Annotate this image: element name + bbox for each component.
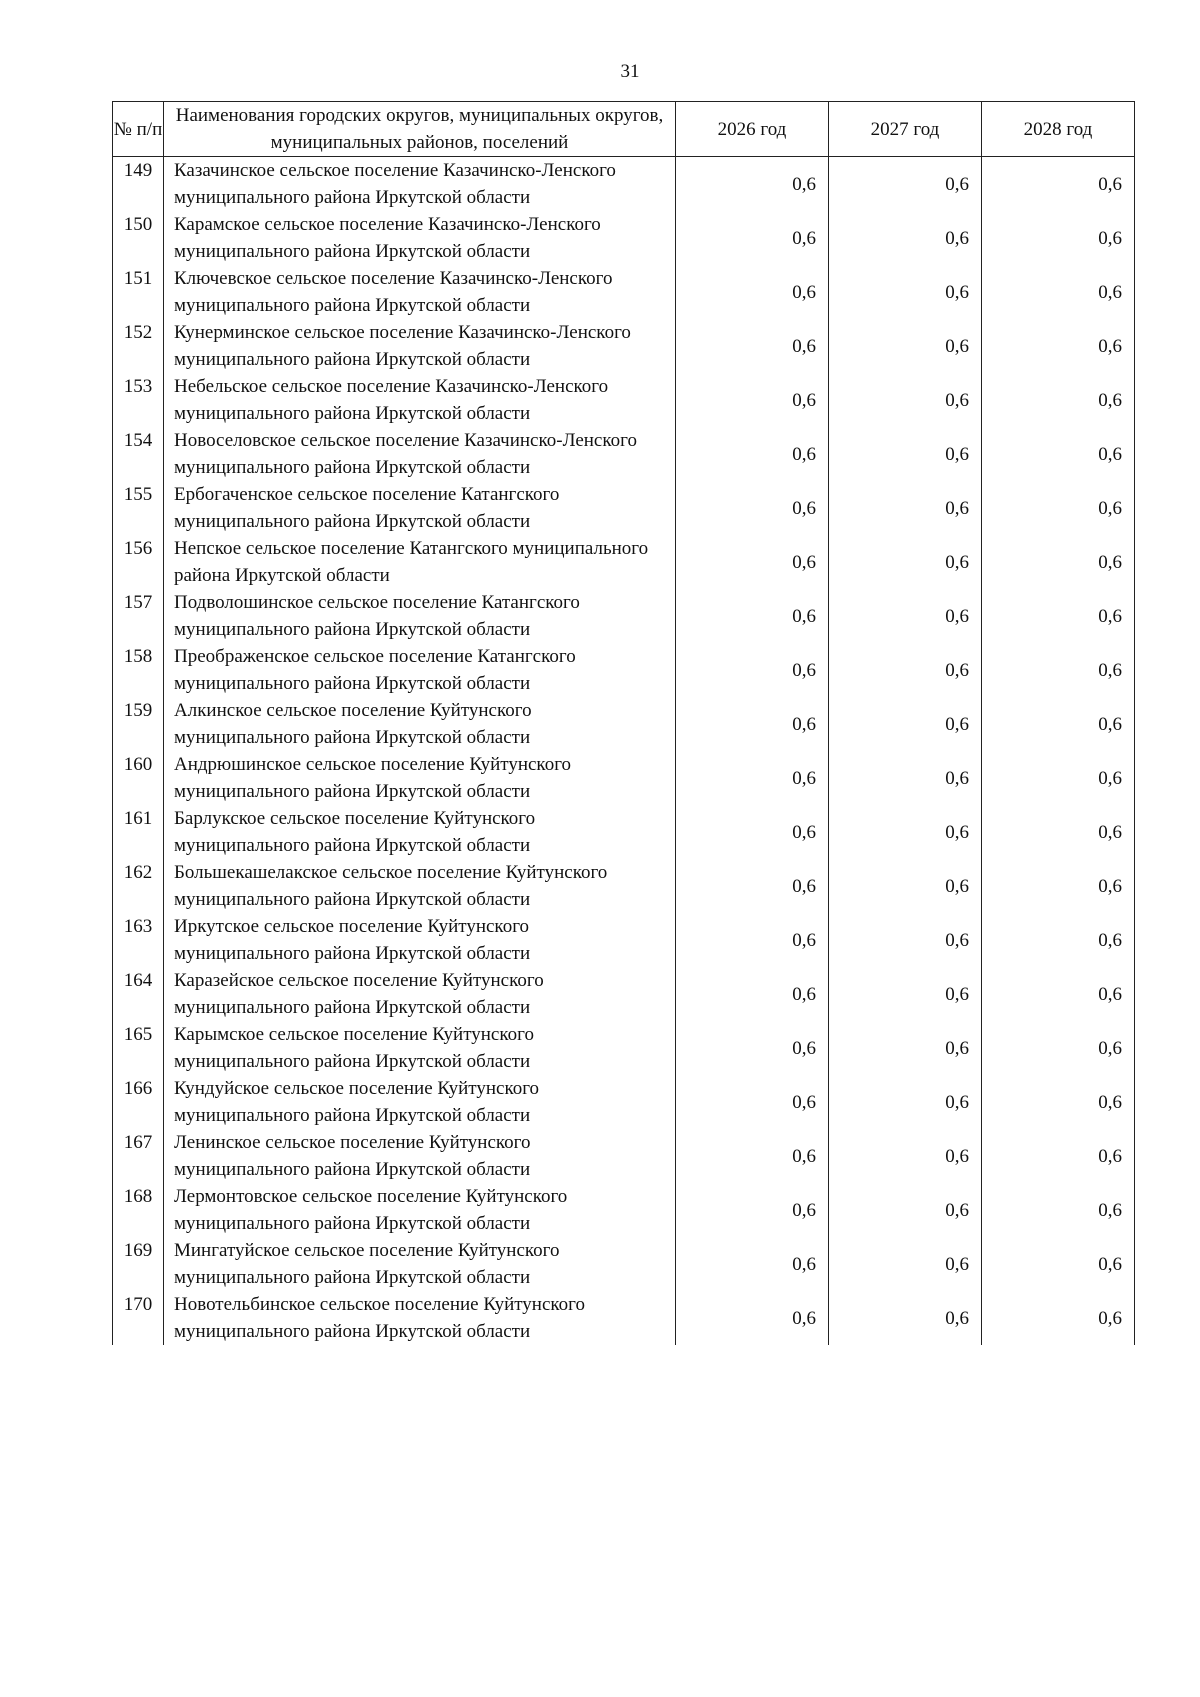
row-value-2026: 0,6 <box>676 481 829 535</box>
row-name: Большекашелакское сельское поселение Куйтунского муниципального района Иркутской области <box>164 859 676 913</box>
header-num: № п/п <box>113 102 164 157</box>
row-number: 151 <box>113 265 164 319</box>
table-row <box>113 751 1135 805</box>
row-name: Каразейское сельское поселение Куйтунского муниципального района Иркутской области <box>164 967 676 1021</box>
row-value-2028: 0,6 <box>982 427 1135 481</box>
row-name: Кунерминское сельское поселение Казачинско-Ленского муниципального района Иркутской области <box>164 319 676 373</box>
row-name: Ключевское сельское поселение Казачинско-Ленского муниципального района Иркутской области <box>164 265 676 319</box>
row-value-2026: 0,6 <box>676 1237 829 1291</box>
row-value-2028: 0,6 <box>982 589 1135 643</box>
row-value-2026: 0,6 <box>676 535 829 589</box>
row-number: 154 <box>113 427 164 481</box>
row-value-2027: 0,6 <box>829 535 982 589</box>
row-value-2028: 0,6 <box>982 913 1135 967</box>
table-row <box>113 481 1135 535</box>
page-number: 31 <box>620 61 640 82</box>
row-number: 150 <box>113 211 164 265</box>
row-number: 163 <box>113 913 164 967</box>
table-row <box>113 1183 1135 1237</box>
row-value-2028: 0,6 <box>982 1129 1135 1183</box>
row-value-2027: 0,6 <box>829 913 982 967</box>
table-row <box>113 1291 1135 1345</box>
row-value-2028: 0,6 <box>982 1021 1135 1075</box>
row-value-2027: 0,6 <box>829 1183 982 1237</box>
row-value-2027: 0,6 <box>829 1021 982 1075</box>
row-value-2026: 0,6 <box>676 859 829 913</box>
table-row <box>113 697 1135 751</box>
table-row <box>113 535 1135 589</box>
row-number: 156 <box>113 535 164 589</box>
table-row <box>113 373 1135 427</box>
row-name: Казачинское сельское поселение Казачинско-Ленского муниципального района Иркутской области <box>164 157 676 212</box>
row-number: 168 <box>113 1183 164 1237</box>
row-number: 157 <box>113 589 164 643</box>
row-name: Небельское сельское поселение Казачинско-Ленского муниципального района Иркутской области <box>164 373 676 427</box>
row-name: Барлукское сельское поселение Куйтунского муниципального района Иркутской области <box>164 805 676 859</box>
row-value-2028: 0,6 <box>982 751 1135 805</box>
table-row <box>113 427 1135 481</box>
row-value-2028: 0,6 <box>982 697 1135 751</box>
row-value-2027: 0,6 <box>829 589 982 643</box>
header-name: Наименования городских округов, муниципальных округов, муниципальных районов, поселений <box>164 102 676 157</box>
row-value-2026: 0,6 <box>676 157 829 212</box>
row-value-2027: 0,6 <box>829 481 982 535</box>
row-value-2027: 0,6 <box>829 805 982 859</box>
table-row <box>113 1237 1135 1291</box>
row-number: 158 <box>113 643 164 697</box>
row-value-2028: 0,6 <box>982 373 1135 427</box>
row-value-2026: 0,6 <box>676 1129 829 1183</box>
row-name: Карымское сельское поселение Куйтунского муниципального района Иркутской области <box>164 1021 676 1075</box>
row-number: 161 <box>113 805 164 859</box>
row-value-2027: 0,6 <box>829 265 982 319</box>
row-value-2028: 0,6 <box>982 1291 1135 1345</box>
row-name: Мингатуйское сельское поселение Куйтунского муниципального района Иркутской области <box>164 1237 676 1291</box>
row-value-2027: 0,6 <box>829 1237 982 1291</box>
row-name: Преображенское сельское поселение Катангского муниципального района Иркутской области <box>164 643 676 697</box>
row-name: Андрюшинское сельское поселение Куйтунского муниципального района Иркутской области <box>164 751 676 805</box>
row-number: 155 <box>113 481 164 535</box>
table-row <box>113 319 1135 373</box>
row-name: Непское сельское поселение Катангского муниципального района Иркутской области <box>164 535 676 589</box>
header-2027: 2027 год <box>829 102 982 157</box>
row-value-2028: 0,6 <box>982 211 1135 265</box>
row-value-2026: 0,6 <box>676 805 829 859</box>
row-value-2026: 0,6 <box>676 697 829 751</box>
row-name: Ербогаченское сельское поселение Катангского муниципального района Иркутской области <box>164 481 676 535</box>
row-value-2026: 0,6 <box>676 319 829 373</box>
row-number: 167 <box>113 1129 164 1183</box>
row-name: Подволошинское сельское поселение Катангского муниципального района Иркутской области <box>164 589 676 643</box>
table-row <box>113 1129 1135 1183</box>
row-value-2027: 0,6 <box>829 751 982 805</box>
table-row <box>113 589 1135 643</box>
row-value-2028: 0,6 <box>982 1075 1135 1129</box>
row-name: Кундуйское сельское поселение Куйтунского муниципального района Иркутской области <box>164 1075 676 1129</box>
row-value-2027: 0,6 <box>829 319 982 373</box>
budget-table <box>112 101 1135 1345</box>
row-value-2028: 0,6 <box>982 319 1135 373</box>
row-value-2026: 0,6 <box>676 1075 829 1129</box>
table-row <box>113 211 1135 265</box>
row-value-2026: 0,6 <box>676 1021 829 1075</box>
table-row <box>113 1075 1135 1129</box>
row-value-2027: 0,6 <box>829 859 982 913</box>
row-value-2026: 0,6 <box>676 589 829 643</box>
row-value-2027: 0,6 <box>829 697 982 751</box>
row-value-2028: 0,6 <box>982 157 1135 212</box>
row-number: 152 <box>113 319 164 373</box>
table-row <box>113 967 1135 1021</box>
row-value-2026: 0,6 <box>676 913 829 967</box>
row-value-2026: 0,6 <box>676 1291 829 1345</box>
row-value-2027: 0,6 <box>829 643 982 697</box>
row-name: Лермонтовское сельское поселение Куйтунского муниципального района Иркутской области <box>164 1183 676 1237</box>
row-name: Ленинское сельское поселение Куйтунского муниципального района Иркутской области <box>164 1129 676 1183</box>
row-value-2026: 0,6 <box>676 643 829 697</box>
row-value-2027: 0,6 <box>829 1075 982 1129</box>
row-number: 164 <box>113 967 164 1021</box>
row-value-2027: 0,6 <box>829 1129 982 1183</box>
row-value-2026: 0,6 <box>676 211 829 265</box>
table-row <box>113 643 1135 697</box>
row-value-2028: 0,6 <box>982 535 1135 589</box>
row-value-2027: 0,6 <box>829 427 982 481</box>
row-name: Алкинское сельское поселение Куйтунского муниципального района Иркутской области <box>164 697 676 751</box>
row-name: Иркутское сельское поселение Куйтунского муниципального района Иркутской области <box>164 913 676 967</box>
row-value-2026: 0,6 <box>676 427 829 481</box>
row-number: 162 <box>113 859 164 913</box>
row-number: 153 <box>113 373 164 427</box>
row-value-2027: 0,6 <box>829 157 982 212</box>
row-value-2027: 0,6 <box>829 211 982 265</box>
row-number: 170 <box>113 1291 164 1345</box>
row-value-2028: 0,6 <box>982 805 1135 859</box>
header-2028: 2028 год <box>982 102 1135 157</box>
table-row <box>113 859 1135 913</box>
table-header-row <box>113 102 1135 157</box>
row-value-2027: 0,6 <box>829 967 982 1021</box>
row-number: 160 <box>113 751 164 805</box>
row-name: Новотельбинское сельское поселение Куйтунского муниципального района Иркутской области <box>164 1291 676 1345</box>
row-number: 165 <box>113 1021 164 1075</box>
row-number: 169 <box>113 1237 164 1291</box>
row-value-2026: 0,6 <box>676 751 829 805</box>
row-value-2027: 0,6 <box>829 1291 982 1345</box>
row-name: Карамское сельское поселение Казачинско-Ленского муниципального района Иркутской области <box>164 211 676 265</box>
row-value-2028: 0,6 <box>982 1183 1135 1237</box>
table-row <box>113 805 1135 859</box>
row-value-2028: 0,6 <box>982 1237 1135 1291</box>
row-value-2028: 0,6 <box>982 265 1135 319</box>
row-value-2026: 0,6 <box>676 1183 829 1237</box>
table-row <box>113 913 1135 967</box>
table-row <box>113 265 1135 319</box>
row-value-2028: 0,6 <box>982 967 1135 1021</box>
row-value-2026: 0,6 <box>676 373 829 427</box>
table-row <box>113 1021 1135 1075</box>
row-value-2027: 0,6 <box>829 373 982 427</box>
header-2026: 2026 год <box>676 102 829 157</box>
row-value-2028: 0,6 <box>982 859 1135 913</box>
row-value-2028: 0,6 <box>982 481 1135 535</box>
row-value-2026: 0,6 <box>676 967 829 1021</box>
row-name: Новоселовское сельское поселение Казачинско-Ленского муниципального района Иркутской области <box>164 427 676 481</box>
row-number: 149 <box>113 157 164 212</box>
row-number: 159 <box>113 697 164 751</box>
table-row <box>113 157 1135 212</box>
row-number: 166 <box>113 1075 164 1129</box>
row-value-2028: 0,6 <box>982 643 1135 697</box>
row-value-2026: 0,6 <box>676 265 829 319</box>
